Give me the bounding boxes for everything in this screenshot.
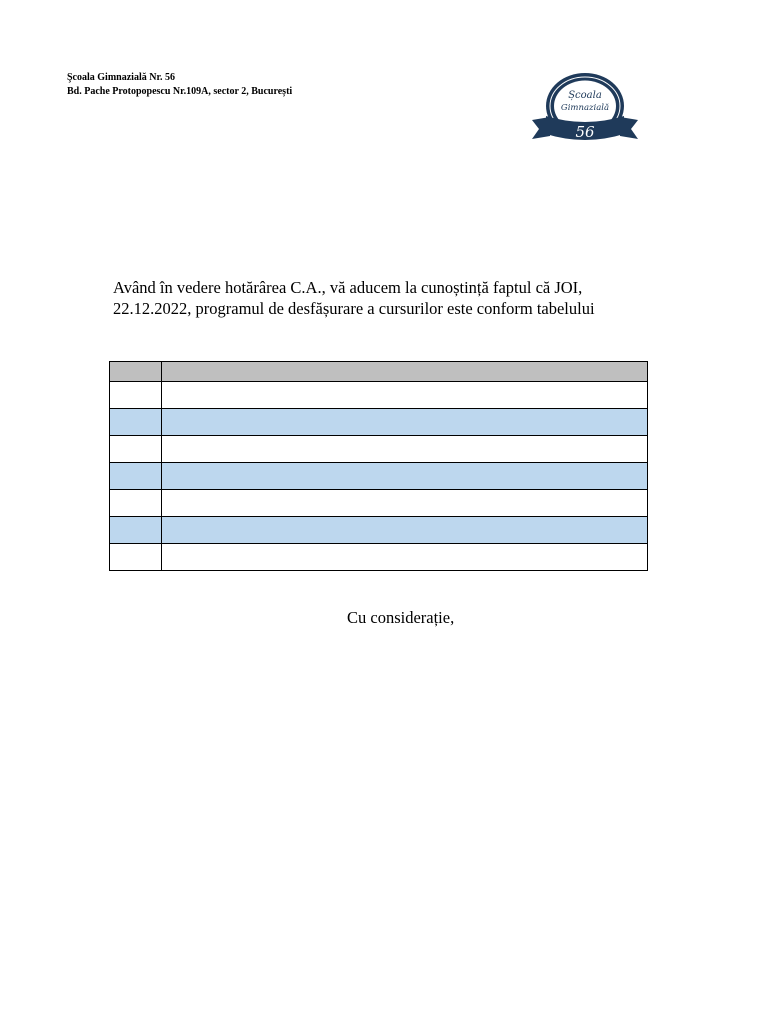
table-cell bbox=[162, 490, 648, 517]
school-address: Bd. Pache Protopopescu Nr.109A, sector 2, București bbox=[67, 86, 293, 97]
table-row bbox=[110, 544, 648, 571]
table-row bbox=[110, 409, 648, 436]
logo-number: 56 bbox=[575, 123, 595, 141]
table-row bbox=[110, 382, 648, 409]
table-cell bbox=[110, 517, 162, 544]
table-row bbox=[110, 517, 648, 544]
table-header-cell bbox=[162, 362, 648, 382]
body-paragraph bbox=[113, 277, 653, 319]
table-header-row bbox=[110, 362, 648, 382]
school-logo bbox=[530, 70, 640, 148]
table-cell bbox=[110, 409, 162, 436]
table-cell bbox=[110, 544, 162, 571]
table-cell bbox=[162, 382, 648, 409]
table-cell bbox=[162, 436, 648, 463]
table-cell bbox=[110, 490, 162, 517]
table-row bbox=[110, 436, 648, 463]
letterhead bbox=[67, 71, 292, 99]
table-row bbox=[110, 490, 648, 517]
logo-text-gimnaziala: Gimnazială bbox=[560, 103, 610, 113]
table-row bbox=[110, 463, 648, 490]
table-cell bbox=[110, 463, 162, 490]
table-cell bbox=[162, 544, 648, 571]
body-line-2: 22.12.2022, programul de desfășurare a cursurilor este conform tabelului bbox=[113, 299, 595, 318]
schedule-table bbox=[109, 361, 648, 571]
table-cell bbox=[162, 409, 648, 436]
table-header-cell bbox=[110, 362, 162, 382]
table-cell bbox=[162, 463, 648, 490]
school-name: Şcoala Gimnazială Nr. 56 bbox=[67, 72, 175, 83]
table-cell bbox=[162, 517, 648, 544]
body-line-1: Având în vedere hotărârea C.A., vă aducem la cunoștință faptul că JOI, bbox=[113, 278, 583, 297]
logo-text-scoala: Școala bbox=[568, 90, 602, 101]
table-cell bbox=[110, 436, 162, 463]
table-cell bbox=[110, 382, 162, 409]
closing-salutation: Cu considerație, bbox=[347, 608, 455, 627]
